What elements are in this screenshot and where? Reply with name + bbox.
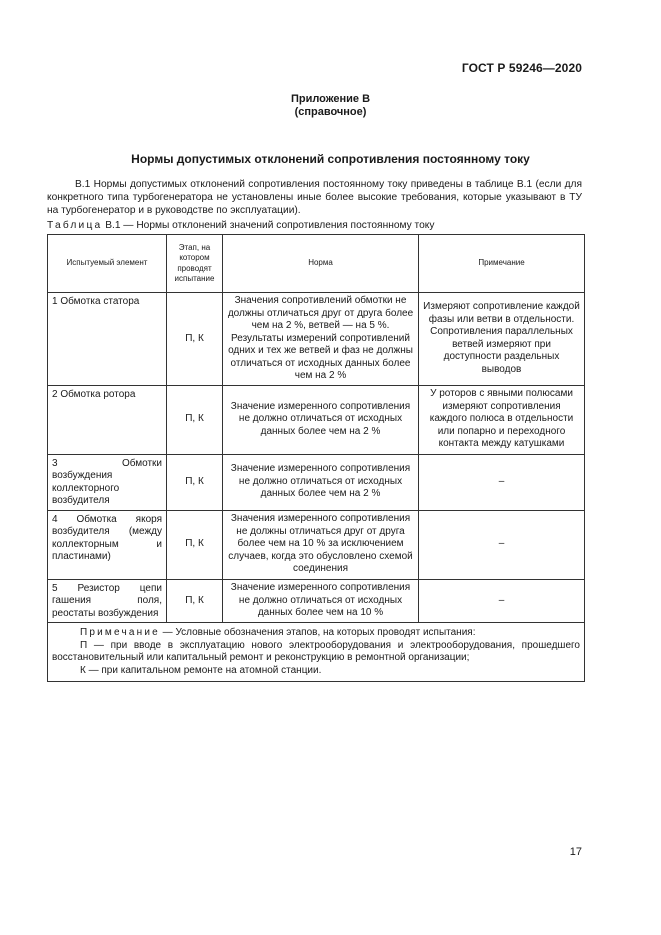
cell-element: 3 Обмотки возбуждения коллекторного возбудителя — [48, 454, 167, 510]
cell-note: Измеряют сопротивление каждой фазы или ветви в отдельности. Сопротивления параллельных ветвей измеряют при доступности раздельных выводов — [419, 293, 585, 386]
page-number: 17 — [569, 846, 582, 858]
document-code: ГОСТ Р 59246—2020 — [461, 61, 582, 75]
intro-paragraph: В.1 Нормы допустимых отклонений сопротивления постоянному току приведены в таблице В.1 (если для конкретного типа турбогенератора не установлены иные более высокие требования, которые указывают в ТУ на турбогенератор и в руководстве по эксплуатации). — [47, 179, 582, 216]
cell-note: – — [419, 510, 585, 579]
header-element: Испытуемый элемент — [48, 235, 167, 293]
cell-element: 2 Обмотка ротора — [48, 385, 167, 454]
cell-norm: Значения измеренного сопротивления не должны отличаться друг от друга более чем на 10 % за исключением случаев, когда это обусловлено схемой соединения — [223, 510, 419, 579]
cell-element: 5 Резистор цепи гашения поля, реостаты возбуждения — [48, 579, 167, 623]
cell-note: У роторов с явными полюсами измеряют сопротивления каждого полюса в отдельности или попарно и переходного контакта между катушками — [419, 385, 585, 454]
cell-norm: Значения сопротивлений обмотки не должны отличаться друг от друга более чем на 2 %, ветвей — на 5 %. Результаты измерений сопротивлений одних и тех же ветвей и фаз не должны отличаться от исходных данных более чем на 2 % — [223, 293, 419, 386]
header-note: Примечание — [419, 235, 585, 293]
cell-norm: Значение измеренного сопротивления не должно отличаться от исходных данных более чем на 10 % — [223, 579, 419, 623]
cell-stage: П, К — [167, 579, 223, 623]
footnote-label: Примечание — [80, 627, 160, 638]
footnote-intro: — Условные обозначения этапов, на которых проводят испытания: — [162, 627, 476, 638]
cell-note: – — [419, 579, 585, 623]
table-header-row — [48, 235, 585, 293]
header-stage: Этап, на котором проводят испытание — [167, 235, 223, 293]
table-footnote — [48, 623, 585, 682]
footnote-intro-line — [52, 627, 580, 640]
footnote-k: К — при капитальном ремонте на атомной станции. — [80, 664, 322, 676]
table-row — [48, 579, 585, 623]
cell-stage: П, К — [167, 293, 223, 386]
table-row — [48, 454, 585, 510]
header-norm: Норма — [223, 235, 419, 293]
cell-stage: П, К — [167, 385, 223, 454]
table-footnote-row — [48, 623, 585, 682]
cell-norm: Значение измеренного сопротивления не должно отличаться от исходных данных более чем на 2 % — [223, 385, 419, 454]
annex-subtitle: (справочное) — [294, 106, 367, 118]
table-row — [48, 510, 585, 579]
table-caption — [47, 220, 434, 231]
cell-stage: П, К — [167, 454, 223, 510]
cell-norm: Значение измеренного сопротивления не должно отличаться от исходных данных более чем на 2 % — [223, 454, 419, 510]
section-title: Нормы допустимых отклонений сопротивления постоянному току — [131, 152, 530, 166]
annex-title: Приложение В — [290, 93, 371, 105]
annex-heading — [0, 93, 661, 119]
cell-stage: П, К — [167, 510, 223, 579]
norms-table-container — [47, 234, 584, 682]
table-caption-label: Таблица — [47, 220, 103, 231]
table-row — [48, 293, 585, 386]
cell-element: 1 Обмотка статора — [48, 293, 167, 386]
table-row — [48, 385, 585, 454]
table-caption-text: В.1 — Нормы отклонений значений сопротивления постоянному току — [105, 220, 435, 231]
footnote-p: П — при вводе в эксплуатацию нового электрооборудования и электрооборудования, прошедшего восстановительный или капитальный ремонт и реконструкцию в ремонтной организации; — [52, 639, 580, 663]
cell-element: 4 Обмотка якоря возбудителя (между коллекторным и пластинами) — [48, 510, 167, 579]
cell-note: – — [419, 454, 585, 510]
norms-table — [47, 234, 585, 682]
